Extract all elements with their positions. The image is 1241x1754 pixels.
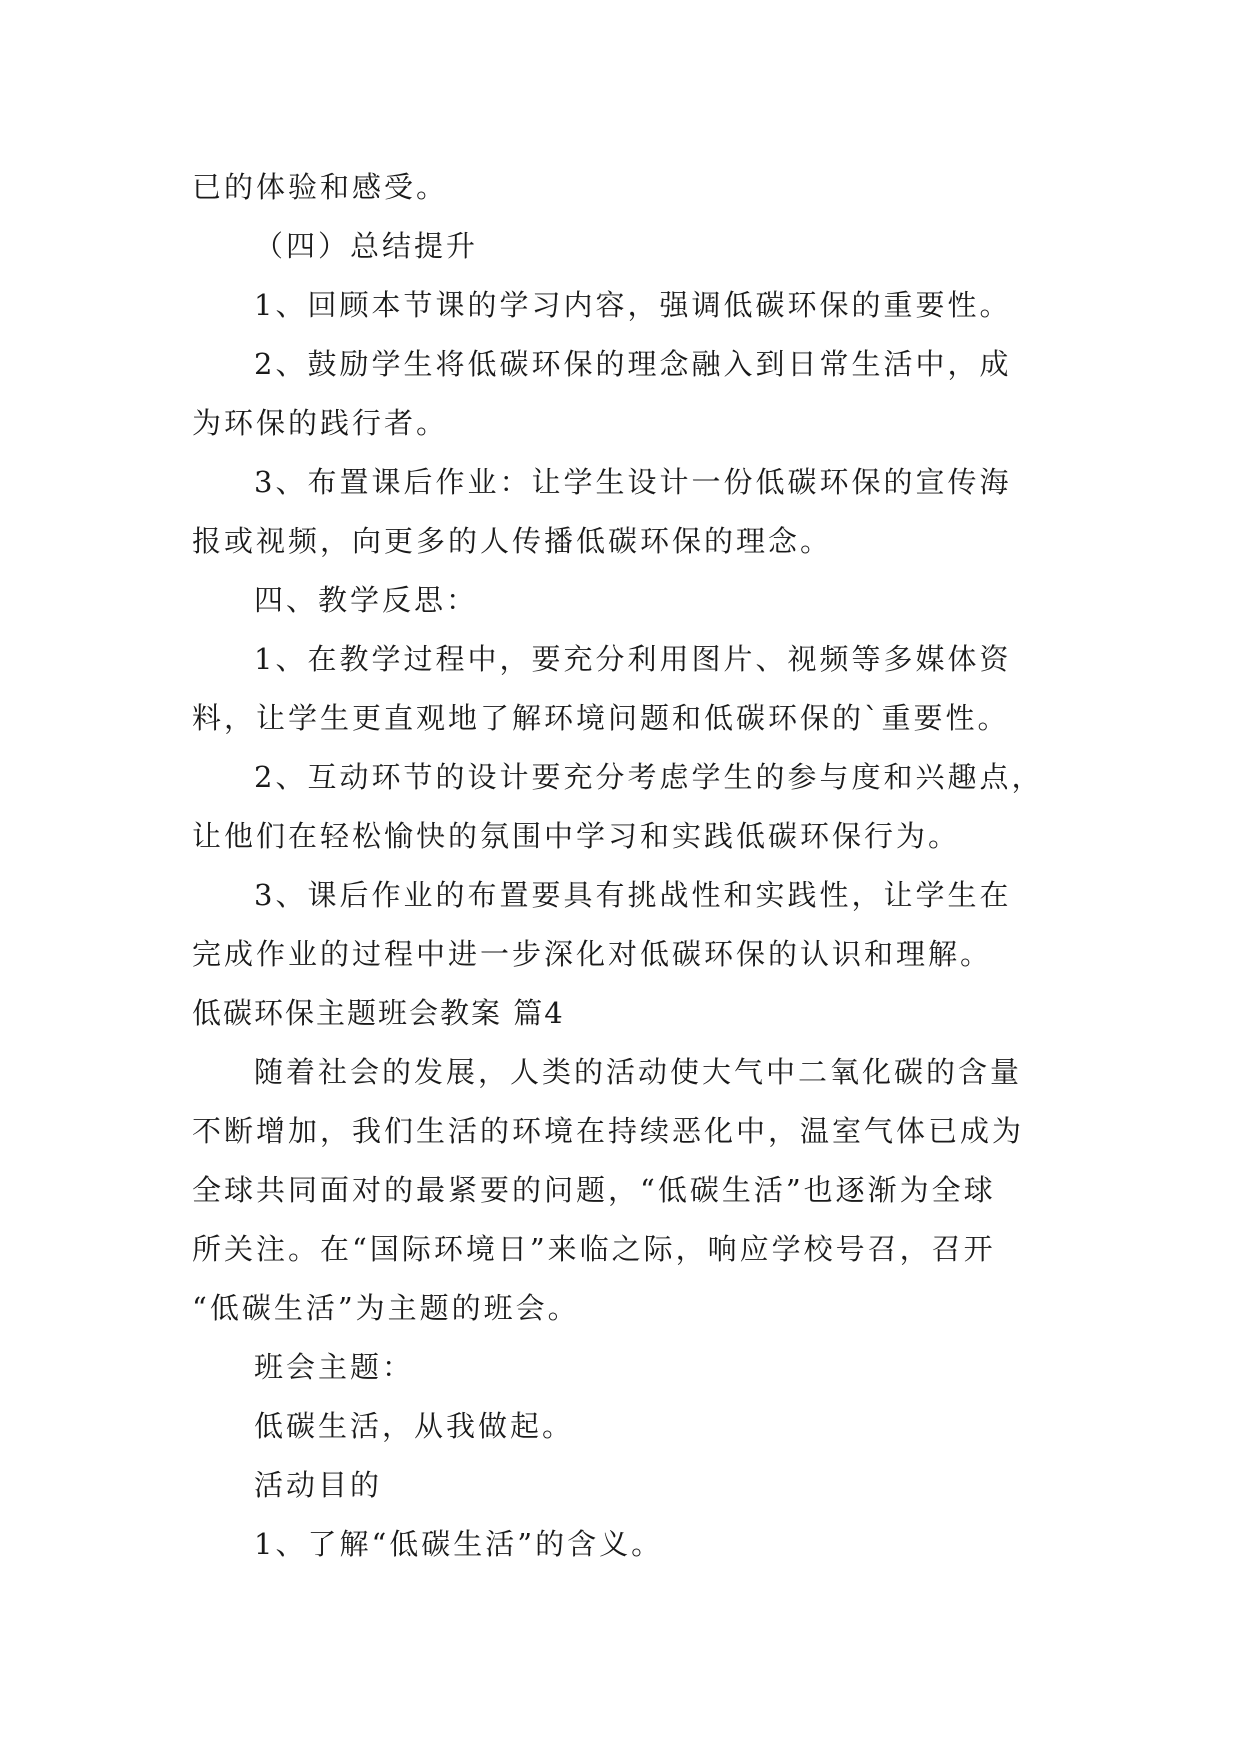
document-body xyxy=(192,158,1072,1574)
section-heading-summary: （四）总结提升 xyxy=(254,229,479,263)
paragraph-line: 2、鼓励学生将低碳环保的理念融入到日常生活中，成 xyxy=(254,347,1012,381)
paragraph-line: 1、在教学过程中，要充分利用图片、视频等多媒体资 xyxy=(254,642,1012,676)
paragraph-line: 所关注。在“国际环境日”来临之际，响应学校号召，召开 xyxy=(192,1232,996,1266)
paragraph-line: 报或视频，向更多的人传播低碳环保的理念。 xyxy=(192,524,833,558)
paragraph-line: 让他们在轻松愉快的氛围中学习和实践低碳环保行为。 xyxy=(192,819,961,853)
paragraph-line: 3、布置课后作业：让学生设计一份低碳环保的宣传海 xyxy=(254,465,1012,499)
paragraph-line: 为环保的践行者。 xyxy=(192,406,449,440)
paragraph-line: 全球共同面对的最紧要的问题，“低碳生活”也逐渐为全球 xyxy=(192,1173,996,1207)
section-heading-theme: 班会主题： xyxy=(254,1350,415,1384)
paragraph-line: 2、互动环节的设计要充分考虑学生的参与度和兴趣点， xyxy=(254,760,1044,794)
paragraph-line: 已的体验和感受。 xyxy=(192,170,449,204)
paragraph-line: 料，让学生更直观地了解环境问题和低碳环保的`重要性。 xyxy=(192,701,1010,735)
paragraph-line: 随着社会的发展，人类的活动使大气中二氧化碳的含量 xyxy=(254,1055,1023,1089)
section-heading-reflection: 四、教学反思： xyxy=(254,583,479,617)
paragraph-line: 1、了解“低碳生活”的含义。 xyxy=(254,1527,664,1561)
article-title: 低碳环保主题班会教案 篇4 xyxy=(192,996,565,1030)
paragraph-line: 低碳生活，从我做起。 xyxy=(254,1409,575,1443)
paragraph-line: 3、课后作业的布置要具有挑战性和实践性，让学生在 xyxy=(254,878,1012,912)
paragraph-line: 完成作业的过程中进一步深化对低碳环保的认识和理解。 xyxy=(192,937,993,971)
paragraph-line: 1、回顾本节课的学习内容，强调低碳环保的重要性。 xyxy=(254,288,1012,322)
paragraph-line: “低碳生活”为主题的班会。 xyxy=(192,1291,580,1325)
paragraph-line: 不断增加，我们生活的环境在持续恶化中，温室气体已成为 xyxy=(192,1114,1025,1148)
section-heading-purpose: 活动目的 xyxy=(254,1468,383,1502)
